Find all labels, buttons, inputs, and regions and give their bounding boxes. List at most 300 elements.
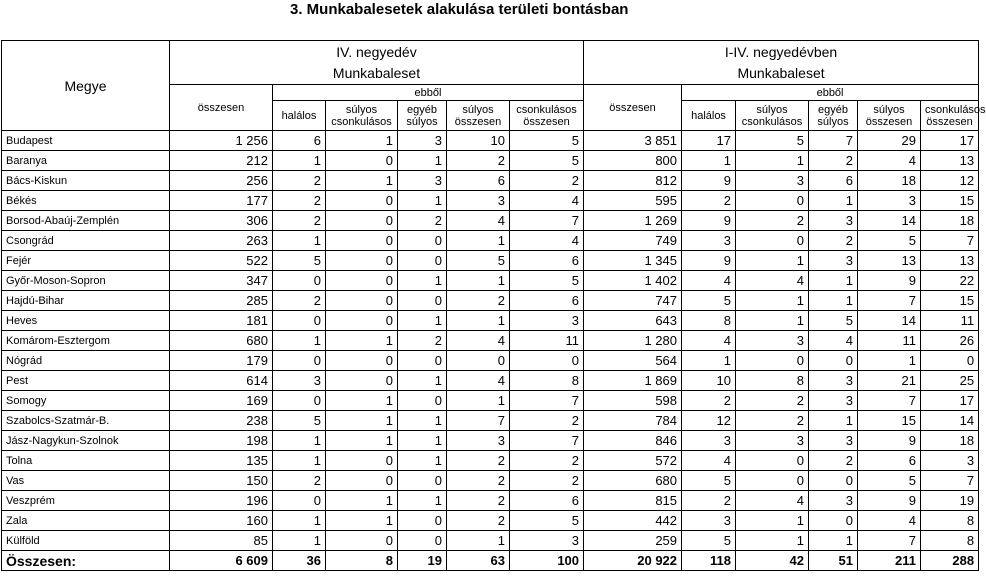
value-cell: 2 — [273, 191, 326, 211]
value-cell: 8 — [921, 511, 979, 531]
q14-header: I-IV. negyedévben — [584, 41, 979, 63]
value-cell: 19 — [398, 551, 447, 571]
value-cell: 17 — [682, 131, 736, 151]
value-cell: 7 — [921, 231, 979, 251]
value-cell: 5 — [682, 531, 736, 551]
value-cell: 1 — [809, 531, 858, 551]
accident-table — [1, 40, 986, 571]
value-cell: 17 — [921, 391, 979, 411]
value-cell: 1 — [273, 331, 326, 351]
table-row — [2, 491, 979, 511]
value-cell: 13 — [921, 251, 979, 271]
q4-sulyos-ossz-header: súlyos összesen — [447, 101, 510, 131]
value-cell: 3 — [809, 371, 858, 391]
value-cell: 3 — [682, 231, 736, 251]
value-cell: 263 — [170, 231, 273, 251]
value-cell: 2 — [398, 331, 447, 351]
county-name: Budapest — [2, 131, 170, 151]
value-cell: 179 — [170, 351, 273, 371]
value-cell: 680 — [584, 471, 682, 491]
value-cell: 15 — [921, 191, 979, 211]
value-cell: 749 — [584, 231, 682, 251]
value-cell: 564 — [584, 351, 682, 371]
table-row — [2, 431, 979, 451]
value-cell: 11 — [921, 311, 979, 331]
value-cell: 1 — [682, 151, 736, 171]
county-name: Külföld — [2, 531, 170, 551]
value-cell: 0 — [326, 191, 398, 211]
value-cell: 2 — [273, 471, 326, 491]
value-cell: 4 — [736, 271, 809, 291]
value-cell: 1 345 — [584, 251, 682, 271]
value-cell: 0 — [273, 271, 326, 291]
q4-header: IV. negyedév — [170, 41, 584, 63]
value-cell: 211 — [858, 551, 921, 571]
value-cell: 9 — [682, 171, 736, 191]
value-cell: 0 — [510, 351, 584, 371]
value-cell: 5 — [858, 231, 921, 251]
value-cell: 51 — [809, 551, 858, 571]
table-row — [2, 191, 979, 211]
value-cell: 118 — [682, 551, 736, 571]
value-cell: 0 — [326, 351, 398, 371]
q4-csonk-ossz-header: csonkulásos összesen — [510, 101, 584, 131]
value-cell: 8 — [736, 371, 809, 391]
value-cell: 9 — [682, 211, 736, 231]
value-cell: 0 — [398, 471, 447, 491]
value-cell: 9 — [682, 251, 736, 271]
value-cell: 2 — [447, 491, 510, 511]
value-cell: 3 — [809, 431, 858, 451]
value-cell: 0 — [398, 251, 447, 271]
value-cell: 11 — [510, 331, 584, 351]
value-cell: 3 — [736, 331, 809, 351]
value-cell: 0 — [809, 351, 858, 371]
value-cell: 150 — [170, 471, 273, 491]
value-cell: 1 — [682, 351, 736, 371]
value-cell: 2 — [682, 191, 736, 211]
q14-osszesen-header: összesen — [584, 85, 682, 131]
value-cell: 1 — [273, 531, 326, 551]
value-cell: 0 — [273, 391, 326, 411]
value-cell: 3 — [736, 431, 809, 451]
value-cell: 256 — [170, 171, 273, 191]
value-cell: 4 — [858, 511, 921, 531]
value-cell: 0 — [398, 351, 447, 371]
value-cell: 0 — [398, 391, 447, 411]
value-cell: 595 — [584, 191, 682, 211]
value-cell: 3 — [273, 371, 326, 391]
value-cell: 181 — [170, 311, 273, 331]
value-cell: 18 — [858, 171, 921, 191]
value-cell: 2 — [510, 411, 584, 431]
value-cell: 4 — [682, 271, 736, 291]
value-cell: 17 — [921, 131, 979, 151]
value-cell: 1 — [273, 231, 326, 251]
value-cell: 747 — [584, 291, 682, 311]
county-name: Jász-Nagykun-Szolnok — [2, 431, 170, 451]
value-cell: 2 — [736, 391, 809, 411]
value-cell: 36 — [273, 551, 326, 571]
county-name: Zala — [2, 511, 170, 531]
value-cell: 19 — [921, 491, 979, 511]
county-name: Csongrád — [2, 231, 170, 251]
value-cell: 63 — [447, 551, 510, 571]
value-cell: 13 — [858, 251, 921, 271]
value-cell: 0 — [398, 231, 447, 251]
value-cell: 1 — [326, 411, 398, 431]
value-cell: 3 — [809, 211, 858, 231]
value-cell: 4 — [858, 151, 921, 171]
table-row — [2, 171, 979, 191]
value-cell: 5 — [447, 251, 510, 271]
value-cell: 1 — [398, 311, 447, 331]
value-cell: 7 — [809, 131, 858, 151]
value-cell: 1 — [326, 331, 398, 351]
value-cell: 100 — [510, 551, 584, 571]
value-cell: 3 — [510, 531, 584, 551]
value-cell: 8 — [510, 371, 584, 391]
q4-egyeb-sulyos-header: egyéb súlyos — [398, 101, 447, 131]
table-row — [2, 531, 979, 551]
value-cell: 3 — [809, 251, 858, 271]
table-row — [2, 471, 979, 491]
q4-sulyos-csonk-header: súlyos csonkulásos — [326, 101, 398, 131]
value-cell: 1 280 — [584, 331, 682, 351]
table-row — [2, 211, 979, 231]
value-cell: 9 — [858, 431, 921, 451]
county-name: Veszprém — [2, 491, 170, 511]
value-cell: 3 — [447, 191, 510, 211]
table-row — [2, 511, 979, 531]
q14-egyeb-sulyos-header: egyéb súlyos — [809, 101, 858, 131]
value-cell: 4 — [447, 331, 510, 351]
county-name: Hajdú-Bihar — [2, 291, 170, 311]
value-cell: 800 — [584, 151, 682, 171]
value-cell: 6 — [858, 451, 921, 471]
value-cell: 1 — [809, 411, 858, 431]
table-row — [2, 311, 979, 331]
table-row — [2, 371, 979, 391]
q14-munkabaleset-header: Munkabaleset — [584, 63, 979, 85]
value-cell: 4 — [682, 451, 736, 471]
table-row — [2, 451, 979, 471]
q14-halalos-header: halálos — [682, 101, 736, 131]
value-cell: 1 — [447, 311, 510, 331]
value-cell: 169 — [170, 391, 273, 411]
value-cell: 1 — [398, 151, 447, 171]
value-cell: 5 — [858, 471, 921, 491]
value-cell: 1 — [398, 411, 447, 431]
value-cell: 1 — [273, 151, 326, 171]
value-cell: 1 — [326, 431, 398, 451]
value-cell: 9 — [858, 491, 921, 511]
value-cell: 7 — [921, 471, 979, 491]
value-cell: 2 — [682, 391, 736, 411]
value-cell: 2 — [510, 451, 584, 471]
value-cell: 3 — [398, 171, 447, 191]
value-cell: 11 — [858, 331, 921, 351]
value-cell: 15 — [921, 291, 979, 311]
value-cell: 6 — [510, 491, 584, 511]
value-cell: 2 — [447, 471, 510, 491]
value-cell: 1 — [447, 391, 510, 411]
value-cell: 3 — [682, 511, 736, 531]
value-cell: 2 — [736, 411, 809, 431]
value-cell: 3 851 — [584, 131, 682, 151]
value-cell: 1 — [398, 451, 447, 471]
value-cell: 1 — [858, 351, 921, 371]
county-name: Borsod-Abaúj-Zemplén — [2, 211, 170, 231]
value-cell: 4 — [682, 331, 736, 351]
value-cell: 7 — [858, 531, 921, 551]
value-cell: 306 — [170, 211, 273, 231]
value-cell: 0 — [273, 491, 326, 511]
value-cell: 2 — [510, 171, 584, 191]
megye-header: Megye — [2, 41, 170, 131]
value-cell: 196 — [170, 491, 273, 511]
value-cell: 3 — [736, 171, 809, 191]
value-cell: 1 — [736, 511, 809, 531]
value-cell: 442 — [584, 511, 682, 531]
table-row — [2, 151, 979, 171]
value-cell: 26 — [921, 331, 979, 351]
value-cell: 85 — [170, 531, 273, 551]
value-cell: 288 — [921, 551, 979, 571]
value-cell: 1 — [326, 171, 398, 191]
q4-halalos-header: halálos — [273, 101, 326, 131]
value-cell: 29 — [858, 131, 921, 151]
county-name: Bács-Kiskun — [2, 171, 170, 191]
table-row — [2, 351, 979, 371]
county-name: Nógrád — [2, 351, 170, 371]
value-cell: 6 — [447, 171, 510, 191]
value-cell: 1 — [398, 191, 447, 211]
value-cell: 3 — [398, 131, 447, 151]
county-name: Tolna — [2, 451, 170, 471]
value-cell: 4 — [736, 491, 809, 511]
value-cell: 0 — [326, 371, 398, 391]
value-cell: 2 — [682, 491, 736, 511]
value-cell: 7 — [510, 391, 584, 411]
value-cell: 1 — [809, 191, 858, 211]
value-cell: 14 — [921, 411, 979, 431]
value-cell: 5 — [510, 511, 584, 531]
value-cell: 9 — [858, 271, 921, 291]
value-cell: 1 — [398, 271, 447, 291]
value-cell: 846 — [584, 431, 682, 451]
table-row — [2, 391, 979, 411]
value-cell: 3 — [921, 451, 979, 471]
value-cell: 1 — [398, 491, 447, 511]
value-cell: 0 — [326, 291, 398, 311]
value-cell: 2 — [273, 291, 326, 311]
value-cell: 1 — [736, 151, 809, 171]
value-cell: 0 — [326, 211, 398, 231]
value-cell: 15 — [858, 411, 921, 431]
value-cell: 5 — [682, 291, 736, 311]
value-cell: 259 — [584, 531, 682, 551]
value-cell: 7 — [510, 211, 584, 231]
value-cell: 3 — [510, 311, 584, 331]
value-cell: 0 — [326, 151, 398, 171]
value-cell: 1 — [326, 511, 398, 531]
value-cell: 160 — [170, 511, 273, 531]
value-cell: 18 — [921, 431, 979, 451]
value-cell: 14 — [858, 211, 921, 231]
value-cell: 4 — [510, 231, 584, 251]
value-cell: 22 — [921, 271, 979, 291]
value-cell: 1 — [447, 231, 510, 251]
value-cell: 1 — [447, 531, 510, 551]
value-cell: 680 — [170, 331, 273, 351]
value-cell: 2 — [447, 451, 510, 471]
value-cell: 815 — [584, 491, 682, 511]
q14-sulyos-csonk-header: súlyos csonkulásos — [736, 101, 809, 131]
value-cell: 238 — [170, 411, 273, 431]
value-cell: 4 — [447, 211, 510, 231]
value-cell: 0 — [398, 531, 447, 551]
value-cell: 2 — [273, 171, 326, 191]
value-cell: 8 — [682, 311, 736, 331]
value-cell: 2 — [510, 471, 584, 491]
value-cell: 1 — [398, 431, 447, 451]
value-cell: 1 — [326, 391, 398, 411]
table-row — [2, 271, 979, 291]
value-cell: 5 — [736, 131, 809, 151]
value-cell: 0 — [326, 311, 398, 331]
value-cell: 2 — [809, 231, 858, 251]
value-cell: 7 — [858, 291, 921, 311]
value-cell: 1 — [326, 491, 398, 511]
value-cell: 1 402 — [584, 271, 682, 291]
value-cell: 10 — [447, 131, 510, 151]
value-cell: 0 — [736, 451, 809, 471]
value-cell: 0 — [736, 191, 809, 211]
q4-osszesen-header: összesen — [170, 85, 273, 131]
value-cell: 6 — [273, 131, 326, 151]
value-cell: 1 — [736, 531, 809, 551]
value-cell: 1 — [398, 371, 447, 391]
value-cell: 5 — [510, 271, 584, 291]
table-row — [2, 411, 979, 431]
table-row — [2, 131, 979, 151]
value-cell: 12 — [682, 411, 736, 431]
value-cell: 0 — [273, 311, 326, 331]
value-cell: 1 — [736, 251, 809, 271]
value-cell: 4 — [809, 331, 858, 351]
value-cell: 6 — [510, 291, 584, 311]
value-cell: 135 — [170, 451, 273, 471]
county-name: Komárom-Esztergom — [2, 331, 170, 351]
value-cell: 1 — [809, 291, 858, 311]
value-cell: 3 — [858, 191, 921, 211]
value-cell: 0 — [809, 511, 858, 531]
value-cell: 1 — [736, 311, 809, 331]
value-cell: 6 — [510, 251, 584, 271]
value-cell: 1 269 — [584, 211, 682, 231]
value-cell: 5 — [510, 131, 584, 151]
value-cell: 522 — [170, 251, 273, 271]
county-name: Heves — [2, 311, 170, 331]
value-cell: 0 — [326, 471, 398, 491]
value-cell: 784 — [584, 411, 682, 431]
value-cell: 12 — [921, 171, 979, 191]
value-cell: 643 — [584, 311, 682, 331]
value-cell: 8 — [326, 551, 398, 571]
value-cell: 598 — [584, 391, 682, 411]
county-name: Győr-Moson-Sopron — [2, 271, 170, 291]
county-name: Vas — [2, 471, 170, 491]
value-cell: 198 — [170, 431, 273, 451]
value-cell: 2 — [447, 291, 510, 311]
value-cell: 3 — [447, 431, 510, 451]
value-cell: 3 — [809, 391, 858, 411]
value-cell: 5 — [510, 151, 584, 171]
value-cell: 0 — [398, 291, 447, 311]
value-cell: 2 — [447, 511, 510, 531]
table-row — [2, 251, 979, 271]
value-cell: 347 — [170, 271, 273, 291]
value-cell: 0 — [447, 351, 510, 371]
value-cell: 14 — [858, 311, 921, 331]
value-cell: 1 — [273, 431, 326, 451]
value-cell: 1 — [447, 271, 510, 291]
value-cell: 4 — [510, 191, 584, 211]
value-cell: 572 — [584, 451, 682, 471]
value-cell: 7 — [447, 411, 510, 431]
value-cell: 1 — [736, 291, 809, 311]
value-cell: 25 — [921, 371, 979, 391]
value-cell: 614 — [170, 371, 273, 391]
value-cell: 0 — [809, 471, 858, 491]
value-cell: 1 869 — [584, 371, 682, 391]
value-cell: 5 — [809, 311, 858, 331]
value-cell: 0 — [326, 531, 398, 551]
value-cell: 20 922 — [584, 551, 682, 571]
table-row — [2, 231, 979, 251]
value-cell: 1 — [326, 131, 398, 151]
value-cell: 177 — [170, 191, 273, 211]
value-cell: 2 — [273, 211, 326, 231]
value-cell: 2 — [809, 451, 858, 471]
value-cell: 1 — [273, 511, 326, 531]
value-cell: 1 — [273, 451, 326, 471]
value-cell: 0 — [736, 231, 809, 251]
value-cell: 0 — [326, 251, 398, 271]
county-name: Összesen: — [2, 551, 170, 571]
value-cell: 0 — [326, 231, 398, 251]
value-cell: 2 — [447, 151, 510, 171]
value-cell: 7 — [858, 391, 921, 411]
value-cell: 3 — [809, 491, 858, 511]
value-cell: 0 — [398, 511, 447, 531]
value-cell: 1 256 — [170, 131, 273, 151]
value-cell: 2 — [809, 151, 858, 171]
value-cell: 4 — [447, 371, 510, 391]
value-cell: 7 — [510, 431, 584, 451]
value-cell: 0 — [736, 471, 809, 491]
value-cell: 5 — [273, 251, 326, 271]
value-cell: 10 — [682, 371, 736, 391]
q14-sulyos-ossz-header: súlyos összesen — [858, 101, 921, 131]
county-name: Szabolcs-Szatmár-B. — [2, 411, 170, 431]
value-cell: 1 — [809, 271, 858, 291]
value-cell: 13 — [921, 151, 979, 171]
value-cell: 285 — [170, 291, 273, 311]
value-cell: 5 — [273, 411, 326, 431]
page-title: 3. Munkabalesetek alakulása területi bontásban — [290, 1, 629, 18]
